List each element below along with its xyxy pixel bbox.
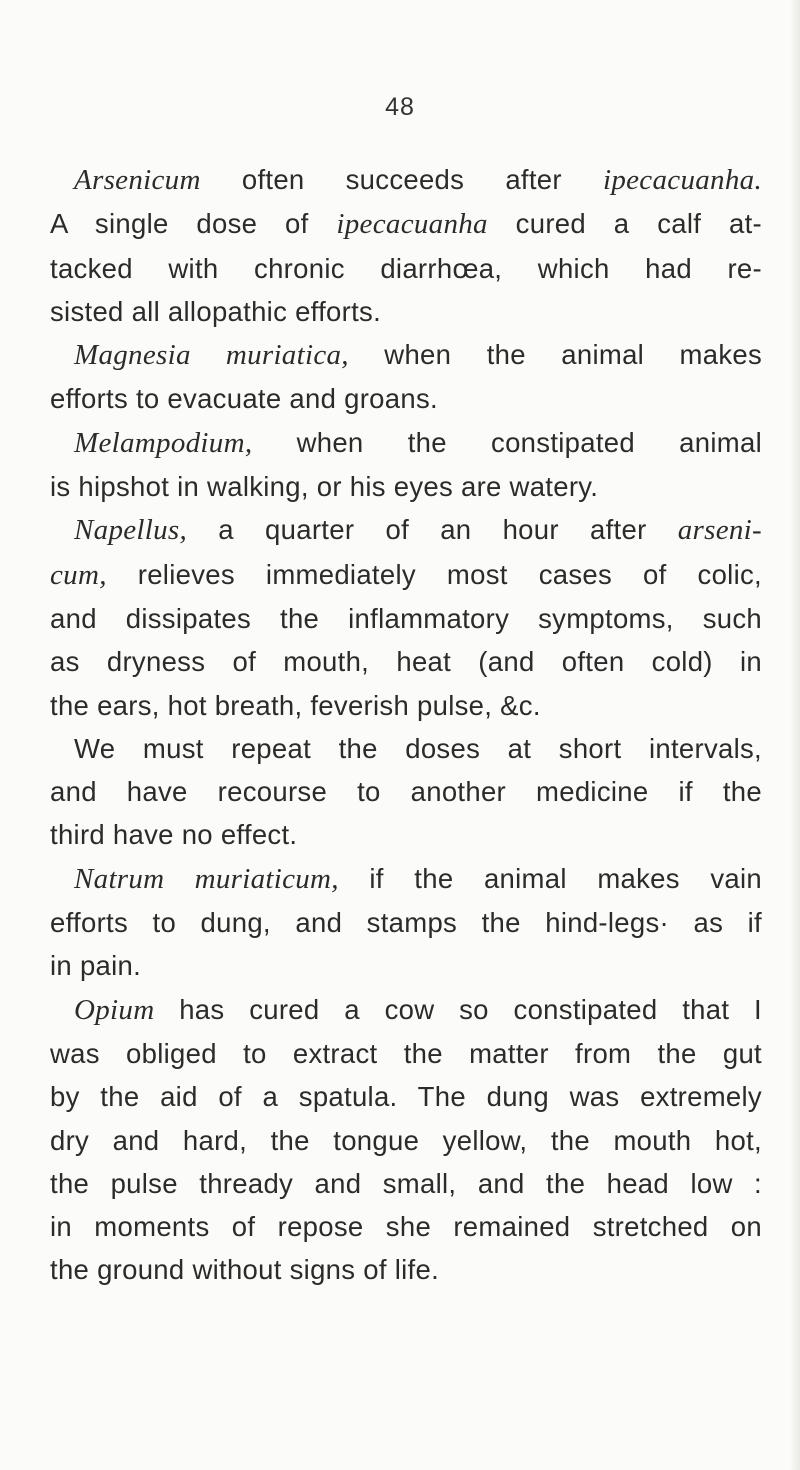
line-segment: A single dose of [50,208,337,240]
text-line [50,508,762,552]
text-line: the ears, hot breath, feverish pulse, &c. [50,689,541,721]
line-segment: relieves immediately most cases of colic, [106,558,762,590]
text-line: efforts to dung, and stamps the hind-legs· as if [50,907,762,939]
text-line: in moments of repose she remained stretched on [50,1211,762,1243]
text-line [50,421,762,465]
text-line: tacked with chronic diarrhœa, which had re- [50,252,762,284]
line-segment: often succeeds after [200,164,603,195]
line-segment: when the animal makes [348,339,763,371]
page-number: 48 [385,93,415,121]
line-segment: cured a calf at- [487,208,762,240]
remedy-name: Arsenicum [74,164,201,196]
text-line: is hipshot in walking, or his eyes are watery. [50,471,599,503]
text-line: sisted all allopathic efforts. [50,295,382,327]
line-segment: if the animal makes vain [338,862,763,894]
text-line [50,333,762,377]
remedy-name: Melampodium, [74,426,253,459]
text-line [50,988,762,1032]
text-line [50,202,762,246]
text-line: and dissipates the inflammatory symptoms, such [50,602,762,634]
line-segment: has cured a cow so constipated that I [154,993,762,1025]
remedy-name: cum, [50,558,107,591]
line-segment: when the constipated animal [252,426,762,458]
remedy-name: Natrum muriaticum, [74,862,339,895]
remedy-name: ipecacuanha. [602,164,762,196]
text-line: dry and hard, the tongue yellow, the mouth hot, [50,1124,762,1156]
text-line [50,553,762,597]
text-line: the ground without signs of life. [50,1254,440,1286]
line-segment: a quarter of an hour after [187,514,678,546]
text-line: We must repeat the doses at short intervals, [74,732,762,764]
text-line: and have recourse to another medicine if the [50,776,762,808]
remedy-name: ipecacuanha [336,208,488,241]
text-line: in pain. [50,950,142,982]
text-line: was obliged to extract the matter from the gut [50,1037,762,1069]
body-text [50,158,762,1292]
text-line: the pulse thready and small, and the head low : [50,1167,762,1199]
remedy-name: Magnesia muriatica, [74,339,349,372]
remedy-name: Opium [74,993,155,1026]
text-line: as dryness of mouth, heat (and often cold) in [50,646,762,678]
text-line [50,857,762,901]
text-line: by the aid of a spatula. The dung was extremely [50,1081,762,1113]
remedy-name: Napellus, [74,514,188,547]
text-line: third have no effect. [50,819,298,851]
page-edge-shadow [790,0,800,1470]
text-line: efforts to evacuate and groans. [50,383,438,415]
text-line [50,158,762,202]
remedy-name: arseni- [677,514,762,547]
